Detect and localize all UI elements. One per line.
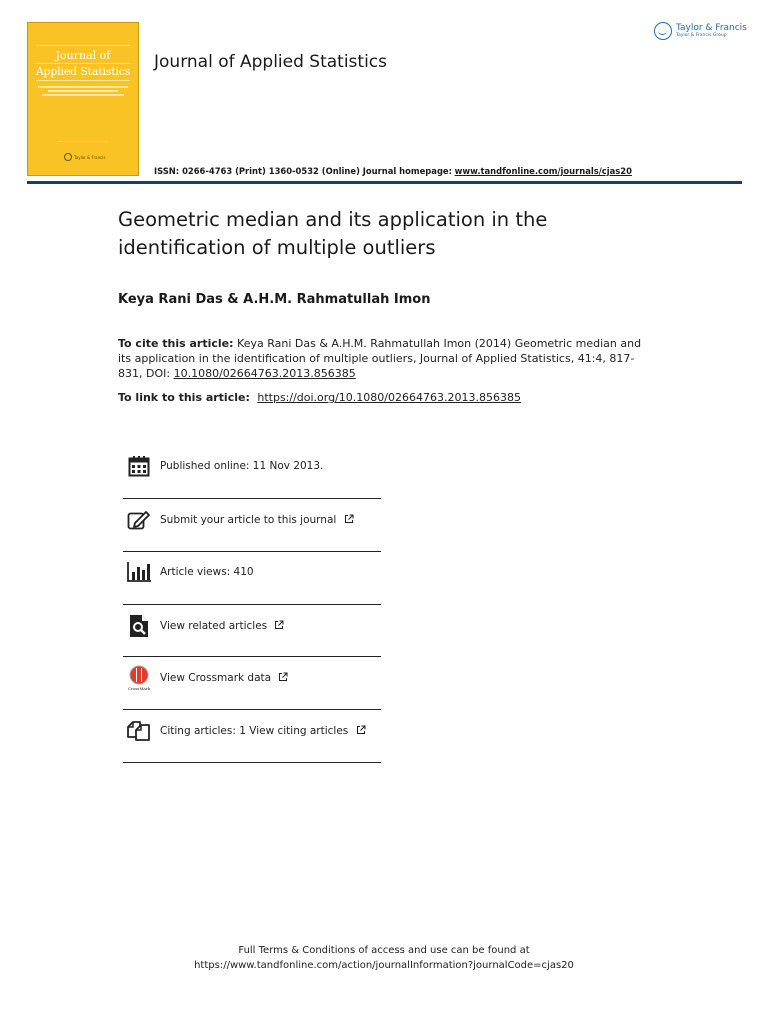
- cover-rule: [36, 45, 130, 46]
- cover-decoration: [48, 90, 118, 92]
- external-link-icon: [274, 620, 284, 633]
- citing-articles-icon: [127, 719, 151, 743]
- info-row-citing[interactable]: [123, 705, 381, 757]
- related-articles-link[interactable]: View related articles: [160, 619, 268, 632]
- calendar-icon: [127, 454, 151, 478]
- publisher-logo[interactable]: [654, 22, 747, 40]
- article-title: Geometric median and its application in the identification of multiple outliers: [118, 208, 548, 259]
- citation-block: [118, 336, 648, 381]
- cover-rule: [58, 141, 108, 142]
- cite-doi-link[interactable]: 10.1080/02664763.2013.856385: [173, 367, 356, 380]
- info-row-submit[interactable]: [123, 494, 381, 546]
- crossmark-icon: [127, 666, 151, 690]
- publisher-group: Taylor & Francis Group: [676, 32, 727, 38]
- taylor-francis-icon: [654, 22, 672, 40]
- cover-title-line2: Applied Statistics: [35, 65, 131, 78]
- cite-text: Keya Rani Das & A.H.M. Rahmatullah Imon (2014) Geometric median and its application in the identification of multiple outliers, Journal of Applied Statistics, 41:4, 817-831, DOI:: [118, 337, 642, 380]
- info-row-crossmark[interactable]: [123, 652, 381, 704]
- info-row-views: [123, 546, 381, 598]
- issn-line: [154, 166, 632, 176]
- journal-name: Journal of Applied Statistics: [154, 52, 388, 72]
- footer-line1: Full Terms & Conditions of access and use can be found at: [238, 945, 530, 956]
- external-link-icon: [356, 725, 366, 738]
- divider: [123, 762, 381, 763]
- cover-decoration: [38, 86, 128, 88]
- crossmark-link[interactable]: View Crossmark data: [160, 671, 272, 684]
- external-link-icon: [344, 514, 354, 527]
- article-views: Article views: 410: [160, 566, 254, 578]
- article-authors: Keya Rani Das & A.H.M. Rahmatullah Imon: [118, 292, 431, 307]
- cover-rule: [36, 80, 130, 81]
- article-doi-link[interactable]: https://doi.org/10.1080/02664763.2013.856385: [257, 391, 521, 404]
- cover-decoration: [42, 94, 124, 96]
- info-row-related[interactable]: [123, 600, 381, 652]
- footer-terms: [0, 943, 768, 973]
- cover-logo-icon: [64, 153, 72, 161]
- publisher-name: Taylor & Francis: [676, 22, 747, 33]
- cite-label: To cite this article:: [118, 337, 234, 350]
- link-label: To link to this article:: [118, 391, 250, 404]
- cover-rule: [36, 63, 130, 64]
- crossmark-badge-text: CrossMark: [127, 686, 151, 691]
- journal-homepage-link[interactable]: www.tandfonline.com/journals/cjas20: [454, 166, 632, 176]
- bar-chart-icon: [127, 560, 151, 584]
- external-link-icon: [278, 672, 288, 685]
- submit-article-link[interactable]: Submit your article to this journal: [160, 513, 337, 526]
- citing-articles-link[interactable]: Citing articles: 1 View citing articles: [160, 724, 349, 737]
- edit-icon: [127, 508, 151, 532]
- document-search-icon: [127, 614, 151, 638]
- header-divider: [27, 181, 742, 184]
- published-date: Published online: 11 Nov 2013.: [160, 460, 324, 472]
- article-link-block: [118, 391, 521, 404]
- cover-title-line1: Journal of: [55, 49, 111, 62]
- cover-publisher-logo: [64, 153, 106, 161]
- footer-terms-link[interactable]: https://www.tandfonline.com/action/journalInformation?journalCode=cjas20: [194, 960, 574, 971]
- info-row-published: [123, 440, 381, 492]
- issn-label: ISSN: 0266-4763 (Print) 1360-0532 (Online) Journal homepage:: [154, 166, 452, 176]
- journal-cover: [27, 22, 139, 176]
- cover-publisher-text: Taylor & Francis: [74, 154, 106, 160]
